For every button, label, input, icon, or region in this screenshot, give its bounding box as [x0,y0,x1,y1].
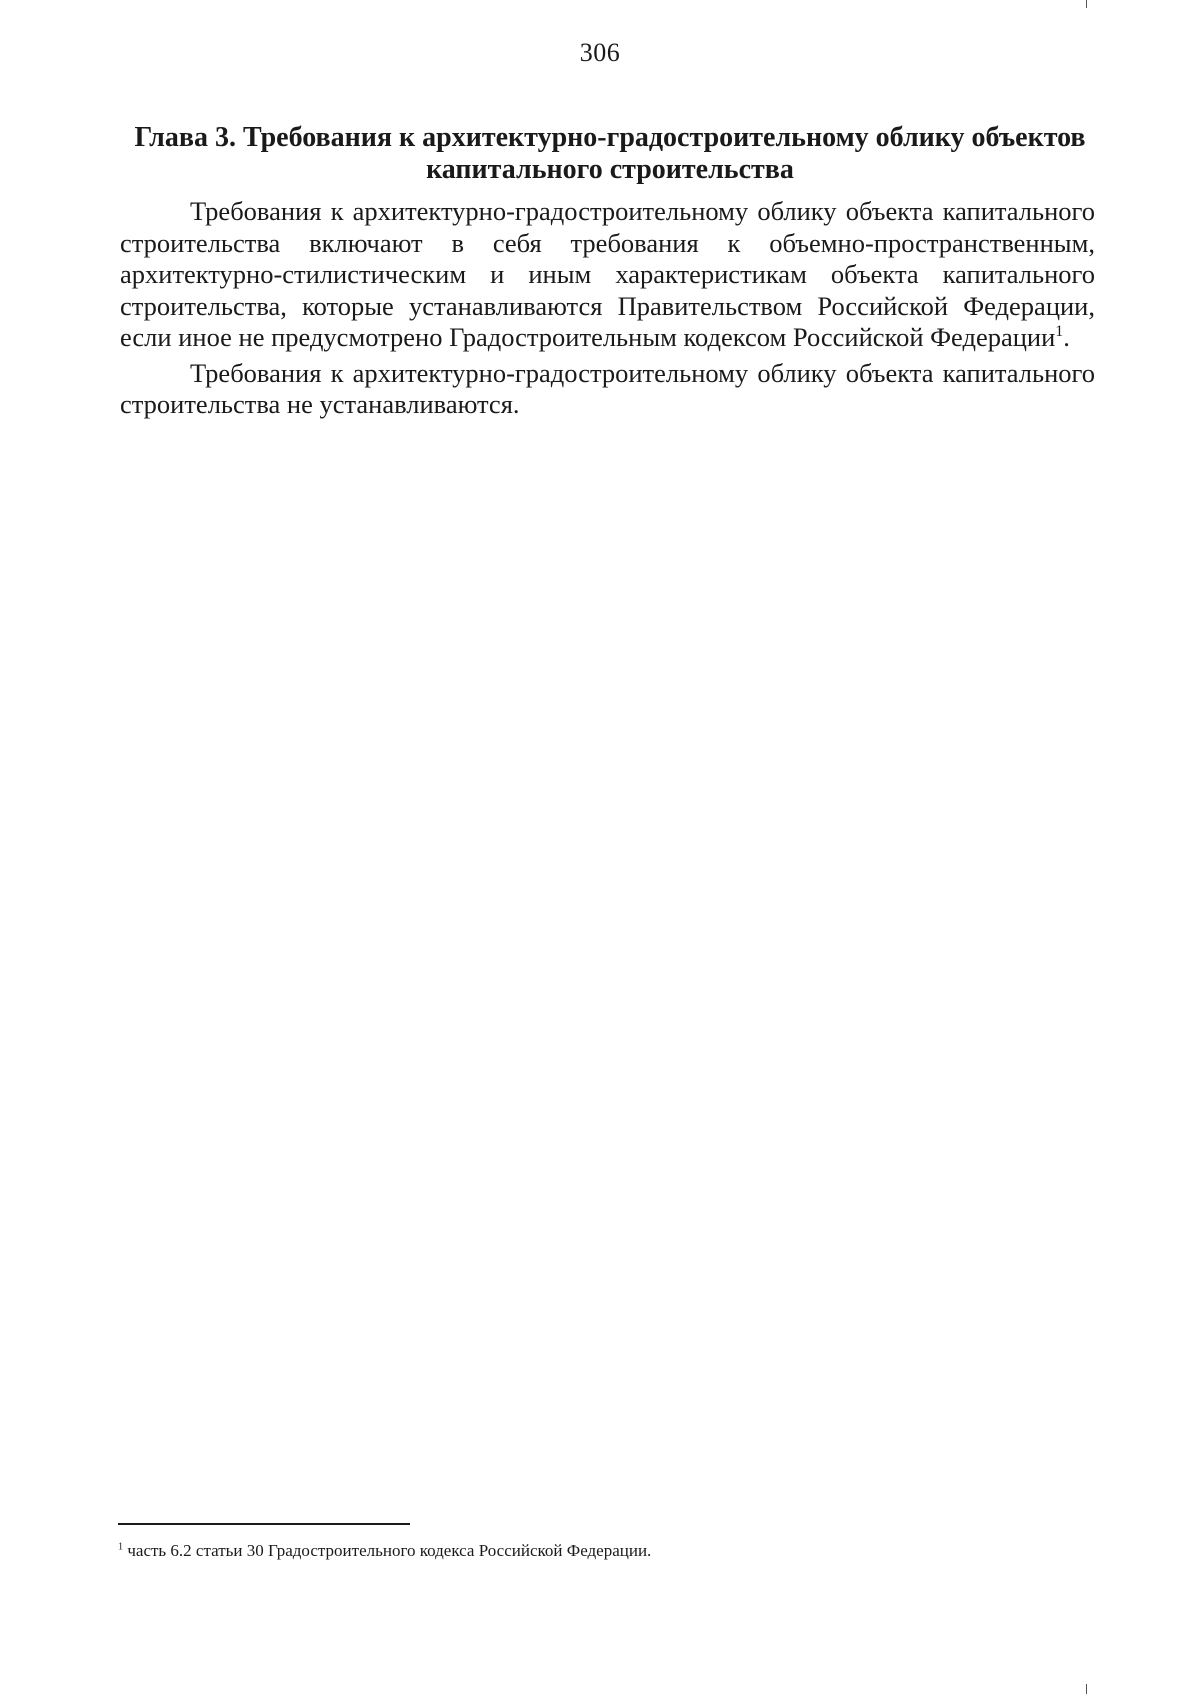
scan-edge-mark-top [1086,0,1087,8]
footnote-text: часть 6.2 статьи 30 Градостроительного кодекса Российской Федерации. [127,1541,652,1560]
paragraph-1-end: . [1063,322,1070,352]
footnote-separator [118,1523,410,1525]
scan-edge-mark-bottom [1086,1684,1087,1694]
paragraph-1 [120,196,1095,354]
paragraph-2: Требования к архитектурно-градостроительному облику объекта капитального строительства не устанавливаются. [120,357,1095,419]
chapter-title: Глава 3. Требования к архитектурно-градостроительному облику объектов капитального строительства [134,122,1086,185]
paragraph-1-text: Требования к архитектурно-градостроительному облику объекта капитального строительства включают в себя требования к объемно-пространственным, архитектурно-стилистическим и иным характеристикам объекта капитального строительства, которые устанавливаются Правительством Российской Федерации, если иное не предусмотрено Градостроительным кодексом Российской Федерации [120,196,1095,352]
page-number: 306 [579,38,621,67]
body-text [120,196,1095,425]
footnote-reference: 1 [1055,323,1064,341]
footnote [118,1540,1098,1562]
footnote-marker: 1 [118,1541,124,1553]
